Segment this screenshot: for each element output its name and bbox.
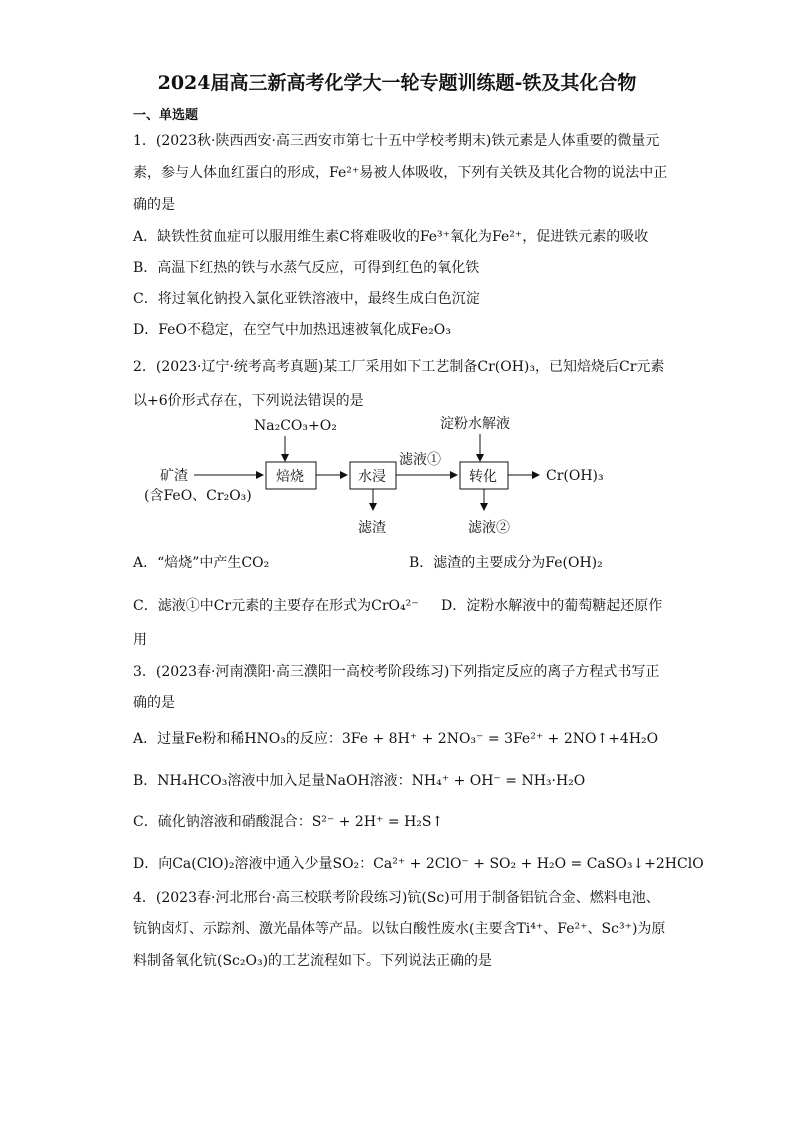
- section-heading: 一、单选题: [133, 108, 199, 123]
- q4-stem-line3: 料制备氧化钪(Sc₂O₃)的工艺流程如下。下列说法正确的是: [133, 953, 493, 969]
- flow-filtrate2: 滤液②: [468, 520, 510, 536]
- flow-reagent-starch-hydrolysate: 淀粉水解液: [440, 416, 510, 432]
- document-title: 2024届高三新高考化学大一轮专题训练题-铁及其化合物: [157, 72, 637, 94]
- q3-option-d: D．向Ca(ClO)₂溶液中通入少量SO₂：Ca²⁺ + 2ClO⁻ + SO₂ + H₂O = CaSO₃↓+2HClO: [133, 856, 704, 872]
- flow-input-note: (含FeO、Cr₂O₃): [144, 488, 252, 504]
- q4-stem-line1: 4．(2023春·河北邢台·高三校联考阶段练习)钪(Sc)可用于制备铝钪合金、燃料电池、: [133, 890, 660, 906]
- q1-stem-line3: 确的是: [133, 197, 175, 213]
- q1-option-b: B．高温下红热的铁与水蒸气反应，可得到红色的氧化铁: [133, 260, 480, 276]
- flow-reagent-na2co3-o2: Na₂CO₃+O₂: [254, 418, 337, 434]
- q4-stem-line2: 钪钠卤灯、示踪剂、激光晶体等产品。以钛白酸性废水(主要含Ti⁴⁺、Fe²⁺、Sc³⁺)为原: [133, 921, 666, 937]
- q2-option-b: B．滤渣的主要成分为Fe(OH)₂: [409, 555, 603, 571]
- q3-option-a: A．过量Fe粉和稀HNO₃的反应：3Fe + 8H⁺ + 2NO₃⁻ = 3Fe²⁺ + 2NO↑+4H₂O: [133, 731, 659, 747]
- q2-stem-line1: 2．(2023·辽宁·统考高考真题)某工厂采用如下工艺制备Cr(OH)₃，已知焙烧后Cr元素: [133, 359, 665, 375]
- flow-box-roasting-label: 焙烧: [276, 469, 304, 485]
- q3-stem-line2: 确的是: [133, 695, 175, 711]
- q3-option-b: B．NH₄HCO₃溶液中加入足量NaOH溶液：NH₄⁺ + OH⁻ = NH₃·H₂O: [133, 773, 586, 789]
- q2-option-d-continued: 用: [133, 632, 147, 648]
- flow-product: Cr(OH)₃: [546, 468, 604, 484]
- q2-option-a: A．“焙烧”中产生CO₂: [133, 555, 270, 571]
- process-flow-diagram: [140, 408, 620, 543]
- q1-stem-line1: 1．(2023秋·陕西西安·高三西安市第七十五中学校考期末)铁元素是人体重要的微量元: [133, 133, 660, 149]
- flow-box-leaching-label: 水浸: [358, 469, 386, 485]
- q2-stem-line2: 以+6价形式存在，下列说法错误的是: [133, 393, 364, 409]
- q2-option-c: C．滤液①中Cr元素的主要存在形式为CrO₄²⁻: [133, 598, 419, 614]
- q3-stem-line1: 3．(2023春·河南濮阳·高三濮阳一高校考阶段练习)下列指定反应的离子方程式书写正: [133, 664, 660, 680]
- q3-option-c: C．硫化钠溶液和硝酸混合：S²⁻ + 2H⁺ = H₂S↑: [133, 814, 444, 830]
- q2-option-d: D．淀粉水解液中的葡萄糖起还原作: [441, 598, 663, 614]
- q1-option-c: C．将过氧化钠投入氯化亚铁溶液中，最终生成白色沉淀: [133, 291, 480, 307]
- flow-residue: 滤渣: [358, 520, 386, 536]
- flow-box-conversion-label: 转化: [469, 469, 497, 485]
- flow-filtrate1: 滤液①: [399, 452, 441, 468]
- q1-option-d: D．FeO不稳定，在空气中加热迅速被氧化成Fe₂O₃: [133, 322, 451, 338]
- q1-option-a: A．缺铁性贫血症可以服用维生素C将难吸收的Fe³⁺氧化为Fe²⁺，促进铁元素的吸收: [133, 229, 649, 245]
- flow-input-slag: 矿渣: [160, 468, 188, 484]
- q1-stem-line2: 素，参与人体血红蛋白的形成，Fe²⁺易被人体吸收，下列有关铁及其化合物的说法中正: [133, 165, 668, 181]
